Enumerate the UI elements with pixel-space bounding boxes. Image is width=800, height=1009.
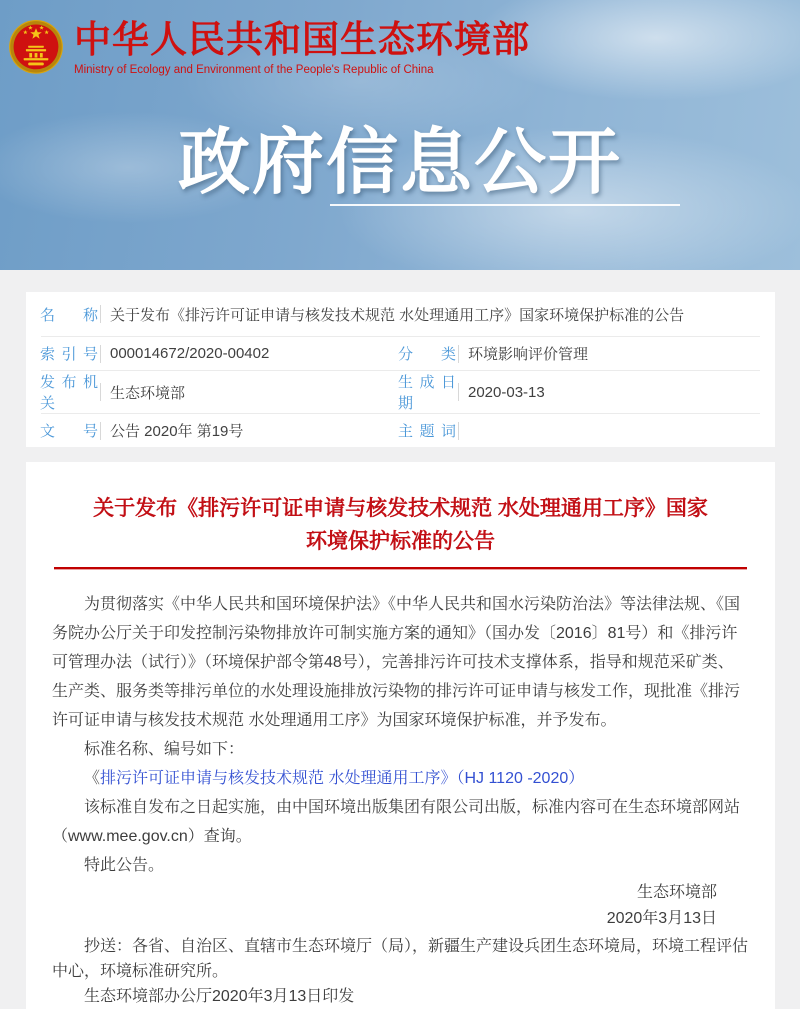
signature-date: 2020年3月13日 <box>606 910 717 927</box>
title-rule <box>54 567 747 570</box>
meta-cell-gen-date <box>384 371 775 413</box>
signature-block <box>52 880 749 932</box>
paragraph-announcement: 特此公告。 <box>84 857 165 874</box>
paragraph-standard-intro: 标准名称、编号如下： <box>84 741 245 758</box>
meta-label-category: 分类 <box>398 346 456 363</box>
meta-cell-index <box>26 343 384 364</box>
meta-cell-doc-no <box>26 420 384 441</box>
site-header <box>0 0 800 270</box>
paragraph-standard-link-line <box>52 764 749 793</box>
meta-divider <box>458 383 459 401</box>
meta-value-gen-date: 2020-03-13 <box>468 383 545 401</box>
document-panel <box>26 462 775 1009</box>
document-title: 关于发布《排污许可证申请与核发技术规范 水处理通用工序》国家环境保护标准的公告 <box>93 497 708 553</box>
cc-list: 抄送：各省、自治区、直辖市生态环境厅（局），新疆生产建设兵团生态环境局，环境工程评估中心，环境标准研究所。 <box>52 938 749 980</box>
meta-value-index: 000014672/2020-00402 <box>110 345 270 362</box>
meta-divider <box>458 422 459 440</box>
site-brand[interactable] <box>8 14 530 79</box>
ministry-name-en: Ministry of Ecology and Environment of the People's Republic of China <box>74 64 434 76</box>
national-emblem-icon <box>8 17 64 79</box>
banner-underline <box>330 204 680 206</box>
meta-label-name: 名称 <box>40 306 98 324</box>
meta-cell-category <box>384 343 775 364</box>
meta-cell-issuer <box>26 371 384 413</box>
document-body <box>52 590 749 1009</box>
meta-cell-subject <box>384 420 775 441</box>
meta-value-doc-no: 公告 2020年 第19号 <box>110 423 244 440</box>
meta-divider <box>100 345 101 363</box>
signature-ministry: 生态环境部 <box>636 884 717 901</box>
meta-label-subject: 主题词 <box>398 423 456 440</box>
meta-row-issuer <box>26 371 775 413</box>
meta-value-issuer: 生态环境部 <box>110 384 186 402</box>
meta-row-doc-no <box>26 414 775 447</box>
cc-block <box>52 934 749 1009</box>
print-issue-note: 生态环境部办公厅2020年3月13日印发 <box>84 988 355 1005</box>
document-meta-panel <box>26 292 775 447</box>
meta-divider <box>458 345 459 363</box>
meta-divider <box>100 383 101 401</box>
paragraph-implementation: 该标准自发布之日起实施，由中国环境出版集团有限公司出版，标准内容可在生态环境部网站（www.mee.gov.cn）查询。 <box>52 799 741 845</box>
meta-label-issuer: 发布机关 <box>40 374 98 412</box>
link-prefix: 《 <box>84 770 101 787</box>
meta-label-gen-date: 生成日期 <box>398 374 456 412</box>
meta-value-name: 关于发布《排污许可证申请与核发技术规范 水处理通用工序》国家环境保护标准的公告 <box>110 306 685 324</box>
meta-row-name <box>26 292 775 336</box>
meta-divider <box>100 422 101 440</box>
paragraph-legal-basis: 为贯彻落实《中华人民共和国环境保护法》《中华人民共和国水污染防治法》等法律法规、《国务院办公厅关于印发控制污染物排放许可制实施方案的通知》（国办发〔2016〕81号）和《排污许可管理办法（试行）》（环境保护部令第48号），完善排污许可技术支撑体系，指导和规范采矿类、生产类、服务类等排污单位的水处理设施排放污染物的排污许可证申请与核发工作，现批准《排污许可证申请与核发技术规范 水处理通用工序》为国家环境保护标准，并予发布。 <box>52 596 741 729</box>
meta-value-category: 环境影响评价管理 <box>468 346 589 363</box>
meta-label-index: 索引号 <box>40 346 98 363</box>
ministry-name-cn: 中华人民共和国生态环境部 <box>74 19 530 60</box>
banner-title: 政府信息公开 <box>177 123 622 203</box>
meta-cell-name <box>26 304 775 325</box>
meta-row-index <box>26 337 775 370</box>
meta-label-doc-no: 文号 <box>40 423 98 440</box>
content-area <box>0 292 800 1009</box>
standard-document-link[interactable]: 排污许可证申请与核发技术规范 水处理通用工序》（HJ 1120 -2020） <box>100 770 585 787</box>
site-brand-text <box>74 14 530 76</box>
meta-divider <box>100 305 101 323</box>
